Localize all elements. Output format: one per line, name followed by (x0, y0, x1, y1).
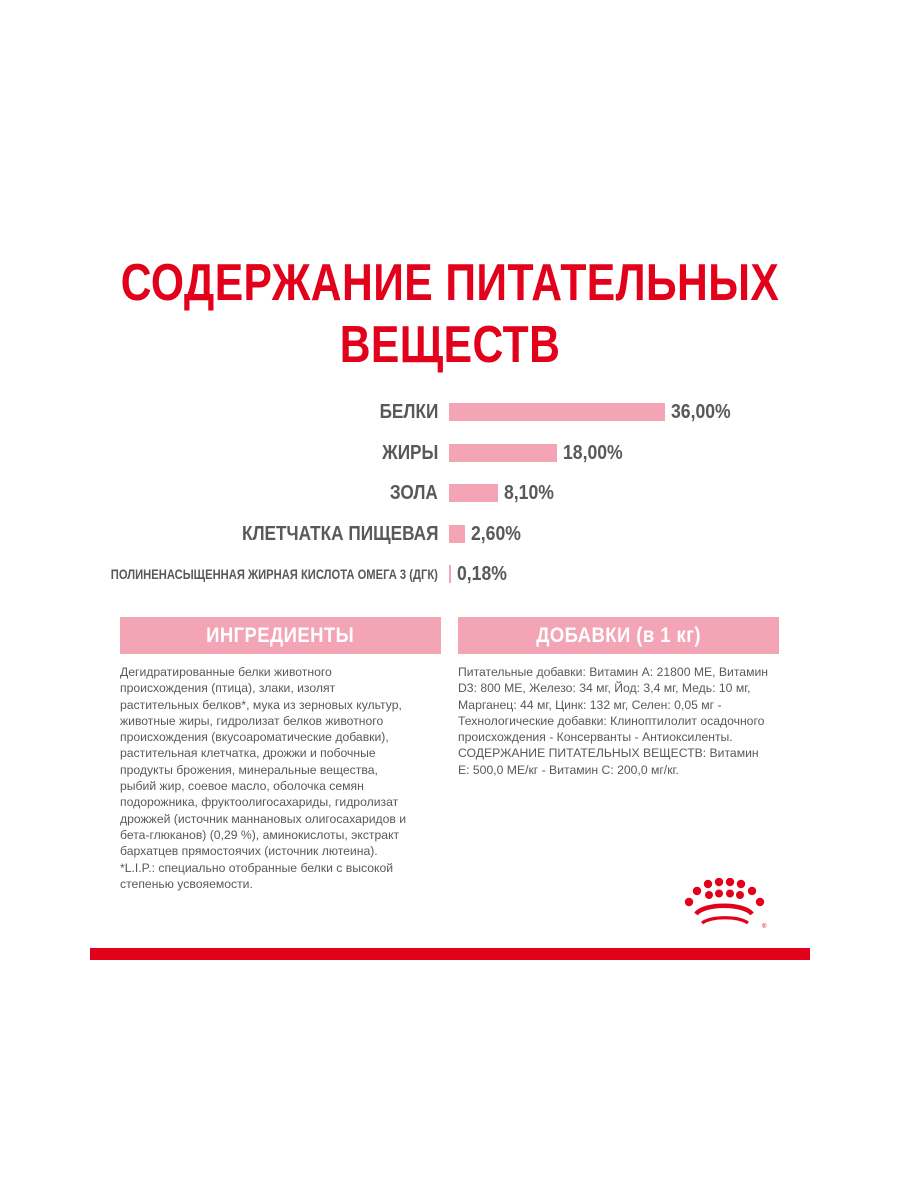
nutrient-row (0, 433, 900, 473)
nutrient-bar (449, 444, 557, 462)
nutrient-label: ЖИРЫ (381, 442, 438, 464)
additives-heading: ДОБАВКИ (в 1 кг) (458, 617, 779, 654)
ingredients-footnote: *L.I.P.: специально отобранные белки с высокой степенью усвояемости. (120, 860, 394, 891)
title-line-2: ВЕЩЕСТВ (339, 316, 561, 374)
nutrient-bar (449, 565, 451, 583)
nutrient-bar (449, 525, 465, 543)
nutrient-row (0, 392, 900, 432)
nutrient-value: 36,00% (671, 401, 731, 423)
footer-red-stripe (90, 948, 810, 960)
nutrient-value: 0,18% (457, 563, 507, 585)
nutrient-value: 2,60% (471, 523, 521, 545)
page-title (81, 252, 819, 376)
ingredients-text-block (120, 664, 410, 892)
nutrient-value: 8,10% (504, 482, 554, 504)
nutrient-label: БЕЛКИ (379, 401, 438, 423)
svg-text:®: ® (762, 924, 767, 930)
title-line-1: СОДЕРЖАНИЕ ПИТАТЕЛЬНЫХ (120, 254, 780, 312)
ingredients-heading: ИНГРЕДИЕНТЫ (120, 617, 441, 654)
nutrient-bar (449, 403, 665, 421)
nutrient-label: КЛЕТЧАТКА ПИЩЕВАЯ (241, 523, 438, 545)
additives-text: Питательные добавки: Витамин А: 21800 МЕ, Витамин D3: 800 МЕ, Железо: 34 мг, Йод: 3,4 мг, Медь: 10 мг, Марганец: 44 мг, Цинк: 132 мг, Селен: 0,05 мг - Технологические добавки: Клиноптилолит осадочного происхождения - Консерванты - Антиоксиленты. СОДЕРЖАНИЕ ПИТАТЕЛЬНЫХ ВЕЩЕСТВ: Витамин Е: 500,0 МЕ/кг - Витамин С: 200,0 мг/кг. (458, 665, 768, 777)
nutrient-label: ПОЛИНЕНАСЫЩЕННАЯ ЖИРНАЯ КИСЛОТА ОМЕГА 3 (ДГК) (110, 566, 438, 582)
nutrient-label: ЗОЛА (390, 482, 438, 504)
nutrient-value: 18,00% (563, 442, 623, 464)
nutrient-chart (0, 390, 900, 600)
royal-crown-icon (682, 878, 772, 932)
nutrient-row (0, 473, 900, 513)
ingredients-text: Дегидратированные белки животного происхождения (птица), злаки, изолят растительных белков*, мука из зерновых культур, животные жиры, гидролизат белков животного происхождения (вкусоароматические добавки), растительная клетчатка, дрожжи и побочные продукты брожения, минеральные вещества, рыбий жир, соевое масло, оболочка семян подорожника, фруктоолигосахариды, гидролизат дрожжей (источник маннановых олигосахаридов и бета-глюканов) (0,29 %), аминокислоты, экстракт бархатцев прямостоячих (источник лютеина). (120, 665, 407, 859)
nutrient-row (0, 514, 900, 554)
nutrient-row (0, 554, 900, 594)
nutrient-bar (449, 484, 498, 502)
